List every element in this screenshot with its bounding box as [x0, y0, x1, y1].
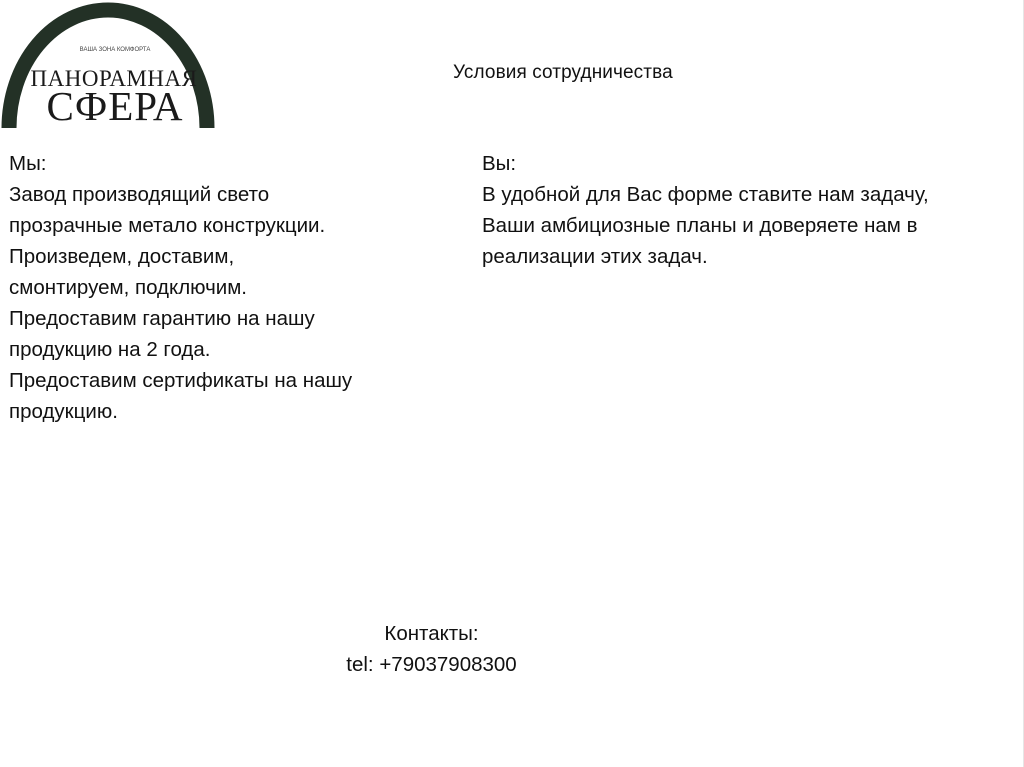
- left-line: прозрачные метало конструкции.: [9, 214, 326, 237]
- left-column: [9, 148, 429, 427]
- contacts-phone: tel: +79037908300: [346, 653, 517, 676]
- right-line: Ваши амбициозные планы и доверяете нам в: [482, 214, 918, 237]
- slide-title: Условия сотрудничества: [453, 62, 673, 83]
- left-line: Предоставим сертификаты на нашу: [9, 369, 353, 392]
- logo-tagline: ВАША ЗОНА КОМФОРТА: [79, 47, 151, 53]
- left-line: Предоставим гарантию на нашу: [9, 307, 315, 330]
- left-line: смонтируем, подключим.: [9, 276, 248, 299]
- logo: [0, 0, 215, 135]
- left-line: продукцию на 2 года.: [9, 338, 211, 361]
- left-line: Мы:: [9, 152, 47, 175]
- left-line: Произведем, доставим,: [9, 245, 235, 268]
- contacts-block: [330, 618, 533, 680]
- logo-brand-line1: ПАНОРАМНАЯ: [30, 66, 198, 91]
- left-line: продукцию.: [9, 400, 118, 423]
- right-line: Вы:: [482, 152, 517, 175]
- contacts-heading: Контакты:: [384, 622, 479, 645]
- left-line: Завод производящий свето: [9, 183, 270, 206]
- right-line: В удобной для Вас форме ставите нам задачу,: [482, 183, 929, 206]
- right-line: реализации этих задач.: [482, 245, 708, 268]
- logo-brand-line2: СФЕРА: [46, 83, 184, 129]
- right-column: [482, 148, 1002, 272]
